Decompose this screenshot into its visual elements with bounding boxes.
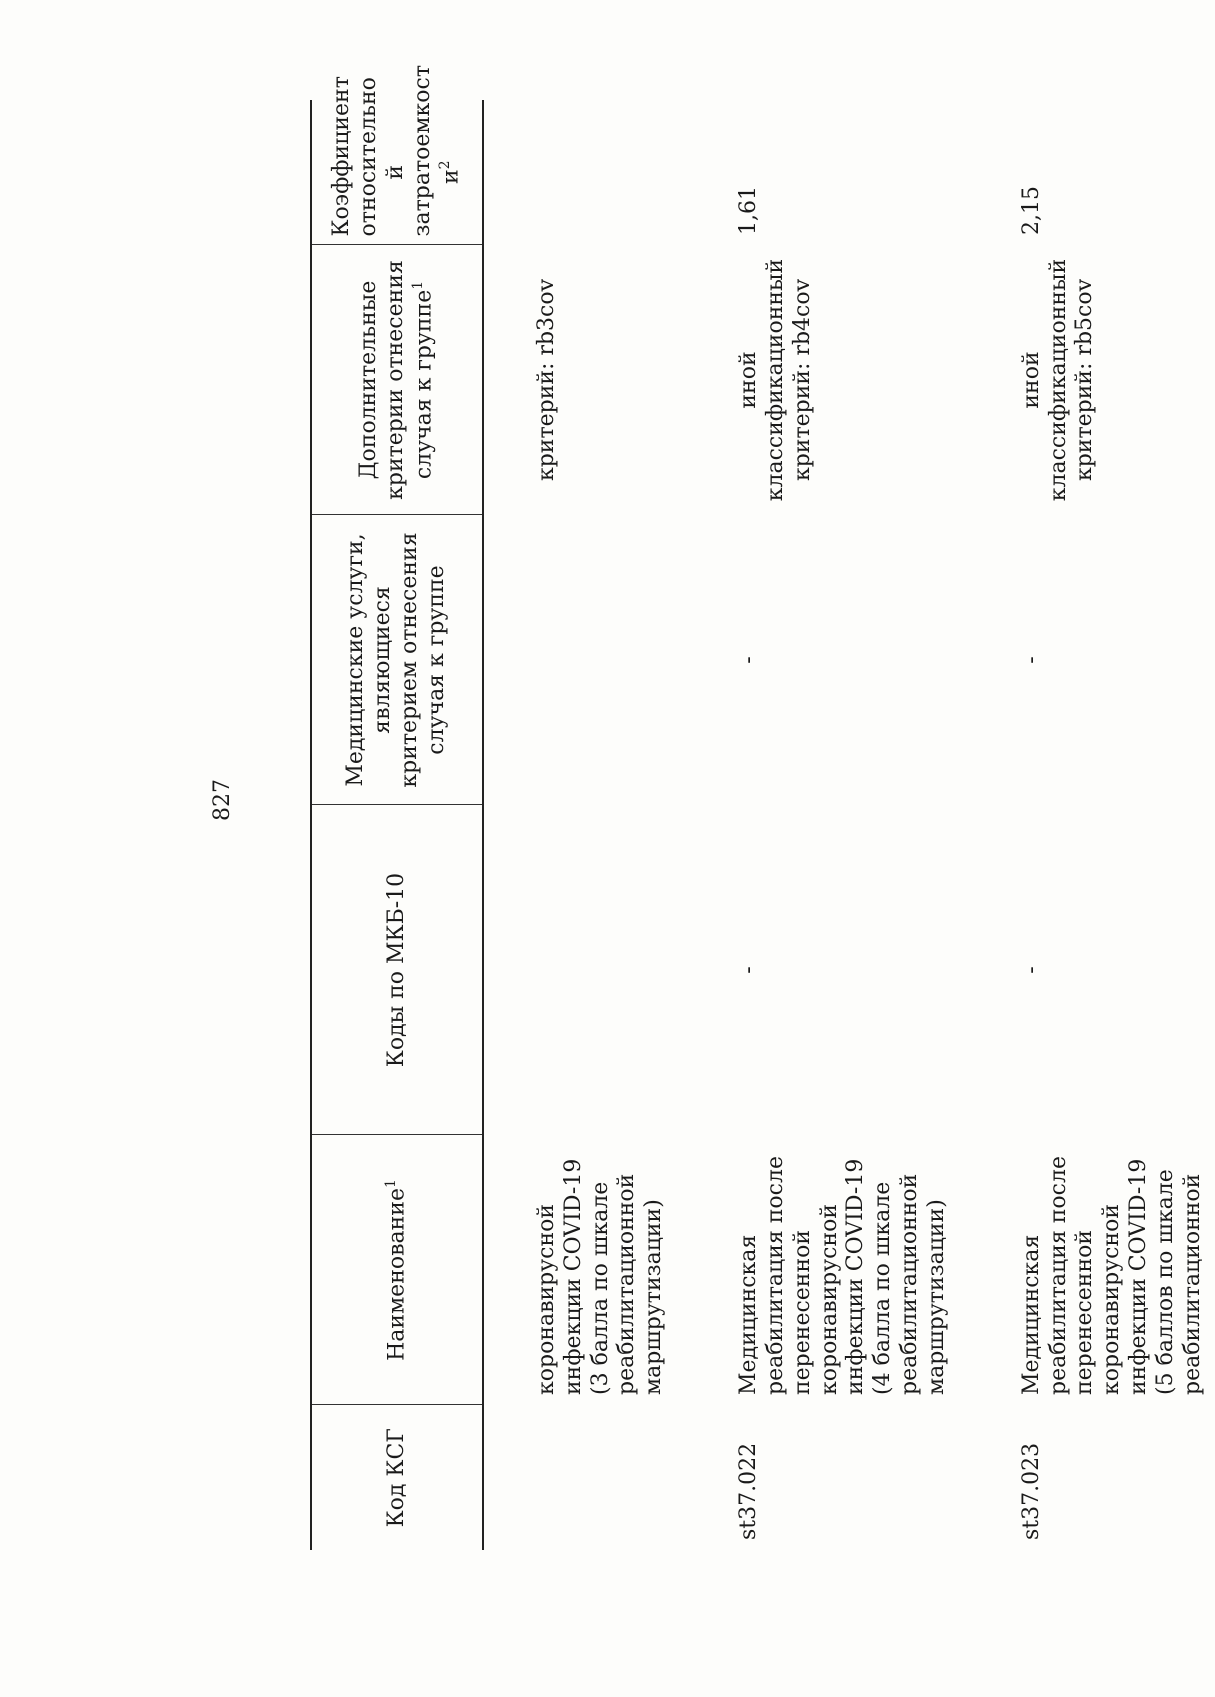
header-coefficient: Коэффициент относительно й затратоемкост $и^2$: [311, 100, 483, 245]
table-header-row: [311, 100, 483, 1550]
cell-coefficient: [483, 100, 676, 245]
cell-mkb: -: [1018, 966, 1044, 974]
header-name: Наименование$^1$: [311, 1135, 483, 1405]
cell-name: Медицинская реабилитация после перенесенной коронавирусной инфекции COVID-19 (4 балла по шкале реабилитационной маршрутизации): [736, 1156, 949, 1395]
cell-ksg-code: st37.023: [1018, 1442, 1044, 1540]
cell-services: -: [1018, 656, 1044, 664]
cell-ksg-code: [483, 1405, 676, 1550]
cell-services: [483, 515, 676, 805]
header-additional-criteria: Дополнительные критерии отнесения случая к группе$^1$: [311, 245, 483, 515]
header-mkb-codes: Коды по МКБ-10: [311, 805, 483, 1135]
cell-coefficient: 1,61: [736, 186, 762, 235]
cell-name: коронавирусной инфекции COVID-19 (3 балла по шкале реабилитационной маршрутизации): [534, 1158, 667, 1395]
cell-criteria: иной классификационный критерий: rb5cov: [1018, 258, 1098, 502]
cell-mkb: -: [736, 966, 762, 974]
cell-name: Медицинская реабилитация после перенесенной коронавирусной инфекции COVID-19 (5 баллов по шкале реабилитационной: [1018, 1156, 1205, 1395]
page-number: 827: [210, 779, 235, 821]
rotated-page: [150, 50, 1205, 1550]
cell-mkb: [483, 805, 676, 1135]
table-row: [959, 100, 1215, 1550]
header-criteria-footnote: 1: [409, 280, 426, 290]
cell-ksg-code: st37.022: [736, 1442, 762, 1540]
table-row: [483, 100, 676, 1550]
table-row: [676, 100, 959, 1550]
header-ksg-code: Код КСГ: [311, 1405, 483, 1550]
cell-services: -: [736, 656, 762, 664]
header-coef-footnote: 2: [436, 160, 453, 170]
cell-criteria: иной классификационный критерий: rb4cov: [736, 258, 815, 502]
ksg-table: [310, 64, 1215, 1550]
cell-coefficient: 2,15: [1018, 186, 1044, 235]
cell-criteria: критерий: rb3cov: [534, 278, 559, 482]
header-name-footnote: 1: [382, 1179, 399, 1189]
header-medical-services: Медицинские услуги, являющиеся критерием отнесения случая к группе: [311, 515, 483, 805]
